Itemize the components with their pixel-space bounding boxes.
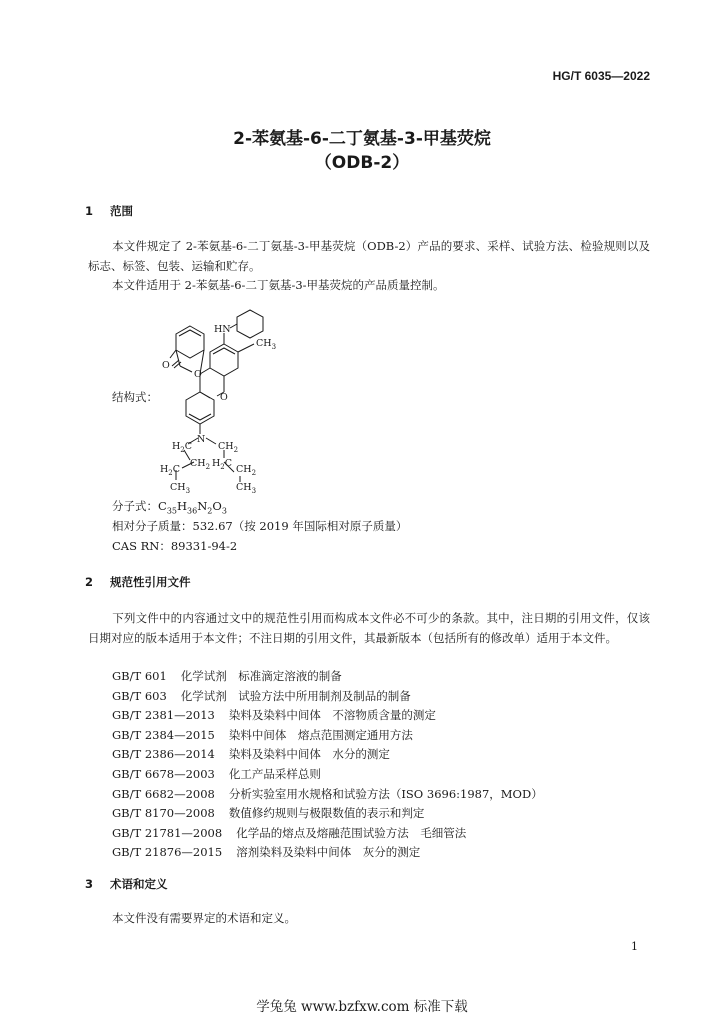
section-2-heading <box>85 574 191 590</box>
reference-title: 分析实验室用水规格和试验方法（ISO 3696:1987，MOD） <box>228 786 543 801</box>
ch3-right-label: $CH_3$ <box>236 482 257 494</box>
ch2-right-label: $CH_2$ <box>218 441 239 454</box>
reference-title: 溶剂染料及染料中间体 灰分的测定 <box>236 845 421 860</box>
section-1-paragraph-1: 本文件规定了 2-苯氨基-6-二丁氨基-3-甲基荧烷（ODB-2）产品的要求、采样、试验方法、检验规则以及标志、标签、包装、运输和贮存。 <box>88 239 650 273</box>
reference-item <box>112 727 413 743</box>
reference-item <box>112 786 543 802</box>
h2c-low-left-label: $H_2C$ <box>160 464 181 477</box>
structure-label: 结构式： <box>112 390 158 404</box>
section-2-paragraph: 下列文件中的内容通过文中的规范性引用而构成本文件必不可少的条款。其中，注日期的引用文件，仅该日期对应的版本适用于本文件；不注日期的引用文件，其最新版本（包括所有的修改单）适用于本文件。 <box>88 611 650 645</box>
ch2-mid-left-label: $CH_2$ <box>190 458 211 471</box>
footer-watermark: 学兔兔 www.bzfxw.com 标准下载 <box>256 999 468 1015</box>
reference-title: 化学试剂 标准滴定溶液的制备 <box>180 669 342 683</box>
ch3-left-label: $CH_3$ <box>170 482 191 494</box>
reference-title: 化学品的熔点及熔融范围试验方法 毛细管法 <box>236 825 467 840</box>
reference-code: GB/T 601 <box>112 669 167 683</box>
section-1-heading <box>85 203 133 219</box>
reference-code: GB/T 21876—2015 <box>112 845 223 860</box>
section-number: 1 <box>85 204 94 218</box>
xanthene-upper-ring <box>210 344 238 376</box>
reference-code: GB/T 603 <box>112 688 167 703</box>
cas-number: CAS RN：89331-94-2 <box>112 539 238 553</box>
section-3-paragraph: 本文件没有需要界定的术语和定义。 <box>112 911 296 925</box>
carbonyl-oxygen-label: O <box>162 360 170 371</box>
reference-item <box>112 805 424 821</box>
section-1-paragraph-2: 本文件适用于 2-苯氨基-6-二丁氨基-3-甲基荧烷的产品质量控制。 <box>112 278 445 292</box>
reference-item <box>112 844 420 860</box>
reference-code: GB/T 6682—2008 <box>112 786 215 801</box>
reference-title: 数值修约规则与极限数值的表示和判定 <box>228 806 425 821</box>
section-title: 术语和定义 <box>110 877 168 891</box>
ch2-low-right-label: $CH_2$ <box>236 464 257 477</box>
reference-code: GB/T 2381—2013 <box>112 708 215 723</box>
document-subtitle: （ODB-2） <box>314 153 410 173</box>
h2c-mid-right-label: $H_2C$ <box>212 458 233 471</box>
xanthene-lower-ring <box>186 392 214 424</box>
reference-item <box>112 746 390 762</box>
reference-code: GB/T 2386—2014 <box>112 747 215 762</box>
section-3-heading <box>85 876 168 892</box>
section-number: 3 <box>85 877 94 891</box>
reference-code: GB/T 8170—2008 <box>112 806 215 821</box>
standard-code: HG/T 6035—2022 <box>552 69 650 83</box>
reference-title: 化学试剂 试验方法中所用制剂及制品的制备 <box>180 688 411 703</box>
lactone-oxygen-label: O <box>194 369 202 380</box>
document-title: 2-苯氨基-6-二丁氨基-3-甲基荧烷 <box>233 129 491 149</box>
phthalide-benzene-ring <box>176 326 204 358</box>
reference-item <box>112 707 436 723</box>
reference-code: GB/T 21781—2008 <box>112 825 223 840</box>
molecular-mass: 相对分子质量：532.67（按 2019 年国际相对原子质量） <box>112 519 408 533</box>
page-number: 1 <box>631 940 638 953</box>
reference-title: 染料及染料中间体 水分的测定 <box>228 747 390 762</box>
reference-item <box>112 825 466 841</box>
ch3-top-label: $CH_3$ <box>256 338 277 351</box>
molecular-formula: 分子式：$C_{35}H_{36}N_2O_3$ <box>112 499 227 516</box>
phenyl-ring <box>237 310 263 338</box>
reference-item <box>112 688 411 704</box>
reference-code: GB/T 2384—2015 <box>112 727 215 742</box>
reference-code: GB/T 6678—2003 <box>112 767 215 781</box>
pyran-oxygen-label: O <box>220 392 228 403</box>
reference-item <box>112 766 321 782</box>
nitrogen-label: N <box>197 434 206 445</box>
reference-title: 化工产品采样总则 <box>228 767 321 781</box>
structural-formula-diagram <box>150 308 290 494</box>
reference-title: 染料及染料中间体 不溶物质含量的测定 <box>228 708 436 723</box>
hn-label: HN <box>214 324 231 335</box>
reference-title: 染料中间体 熔点范围测定通用方法 <box>228 727 413 742</box>
section-number: 2 <box>85 575 94 589</box>
reference-item <box>112 668 342 684</box>
h2c-left-label: $H_2C$ <box>172 441 193 454</box>
section-title: 范围 <box>110 204 133 218</box>
section-title: 规范性引用文件 <box>110 575 191 589</box>
